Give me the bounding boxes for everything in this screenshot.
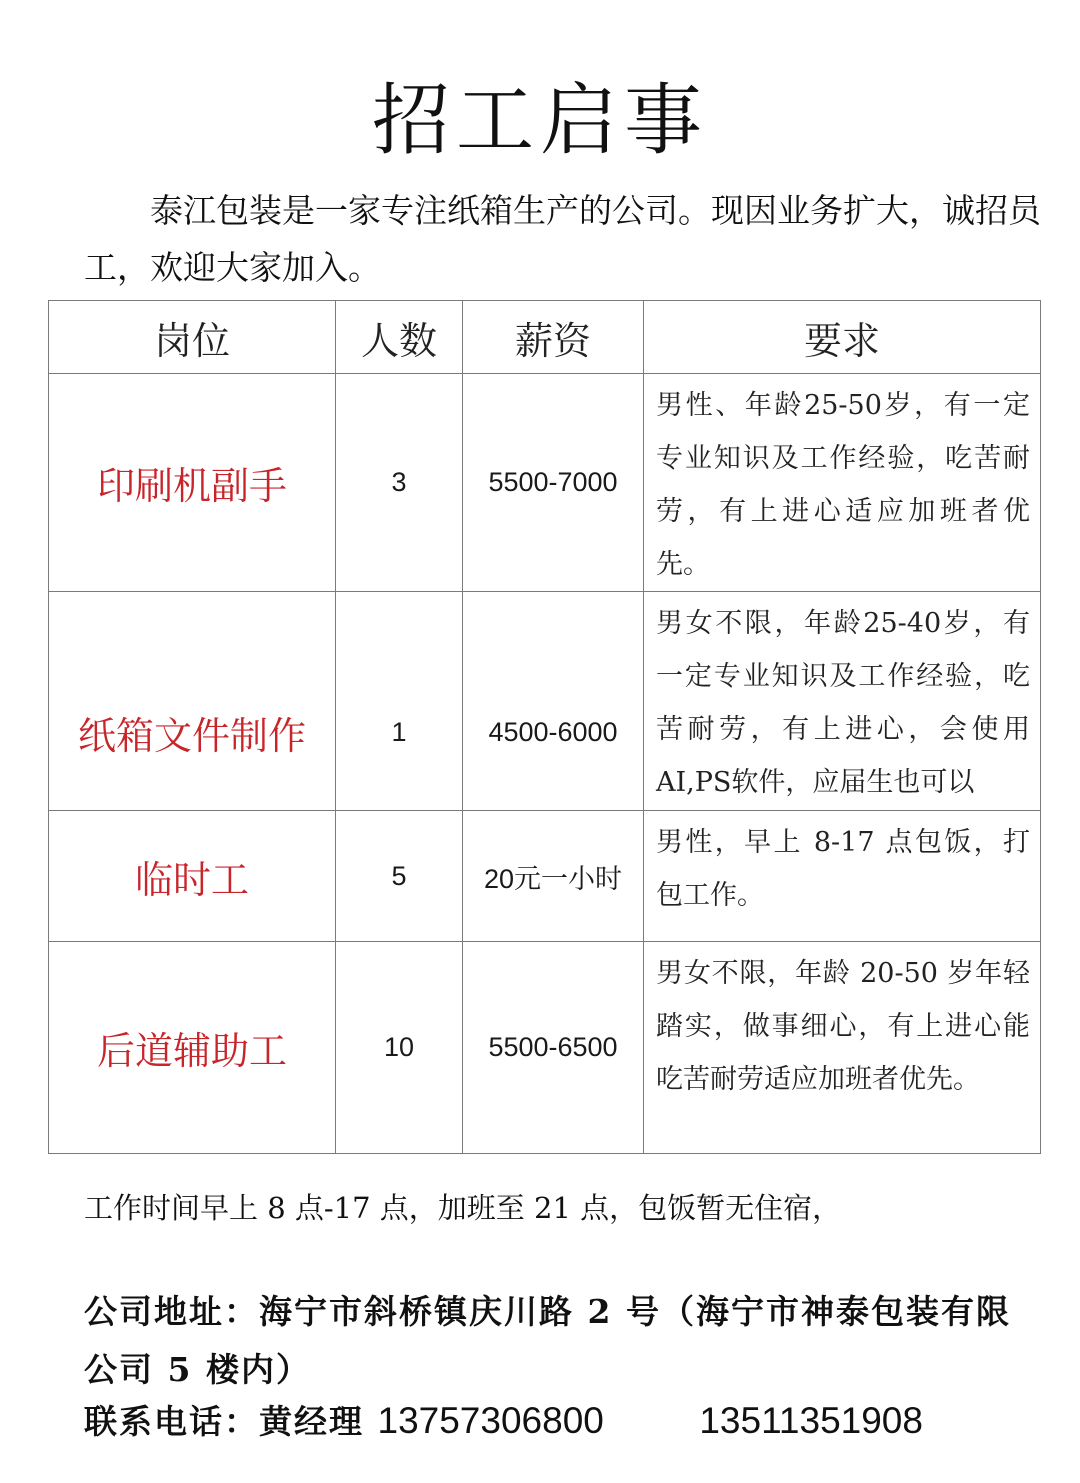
requirement-cell <box>644 811 1041 942</box>
header-requirement: 要求 <box>644 301 1041 374</box>
salary-cell: 20元一小时 <box>463 811 644 942</box>
salary-cell: 5500-7000 <box>463 374 644 592</box>
position-cell: 后道辅助工 <box>49 942 336 1154</box>
requirement-cell <box>644 374 1041 592</box>
table-header-row <box>49 301 1041 374</box>
salary-cell: 5500-6500 <box>463 942 644 1154</box>
requirement-text: 男女不限，年龄25-40岁，有一定专业知识及工作经验，吃苦耐劳，有上进心，会使用AI,PS软件，应届生也可以 <box>656 608 1030 798</box>
intro-paragraph: 泰江包装是一家专注纸箱生产的公司。现因业务扩大，诚招员工，欢迎大家加入。 <box>84 191 1041 287</box>
count-cell: 10 <box>336 942 463 1154</box>
phone-number-1: 13757306800 <box>377 1400 604 1441</box>
work-hours-note: 工作时间早上 8 点-17 点，加班至 21 点，包饭暂无住宿， <box>84 1191 842 1225</box>
phone-number-2: 13511351908 <box>699 1400 923 1441</box>
count-cell: 5 <box>336 811 463 942</box>
table-row <box>49 592 1041 811</box>
count-cell: 1 <box>336 592 463 811</box>
company-address: 公司地址：海宁市斜桥镇庆川路 2 号（海宁市神泰包装有限公司 5 楼内） <box>84 1292 1011 1389</box>
position-cell: 印刷机副手 <box>49 374 336 592</box>
count-cell: 3 <box>336 374 463 592</box>
header-position: 岗位 <box>49 301 336 374</box>
table-row <box>49 811 1041 942</box>
position-cell: 临时工 <box>49 811 336 942</box>
requirement-text: 男性，早上 8-17 点包饭，打包工作。 <box>656 827 1030 911</box>
table-row <box>49 942 1041 1154</box>
requirement-cell <box>644 592 1041 811</box>
table-row <box>49 374 1041 592</box>
requirement-cell <box>644 942 1041 1154</box>
header-count: 人数 <box>336 301 463 374</box>
salary-cell: 4500-6000 <box>463 592 644 811</box>
jobs-table <box>48 300 1041 1154</box>
page-title: 招工启事 <box>371 76 708 166</box>
contact-label: 联系电话：黄经理 <box>84 1402 364 1441</box>
requirement-text: 男性、年龄25-50岁，有一定专业知识及工作经验，吃苦耐劳，有上进心适应加班者优先。 <box>656 390 1030 580</box>
requirement-text: 男女不限，年龄 20-50 岁年轻踏实，做事细心，有上进心能吃苦耐劳适应加班者优先。 <box>656 958 1030 1095</box>
position-cell: 纸箱文件制作 <box>49 592 336 811</box>
header-salary: 薪资 <box>463 301 644 374</box>
contact-line <box>84 1396 923 1443</box>
